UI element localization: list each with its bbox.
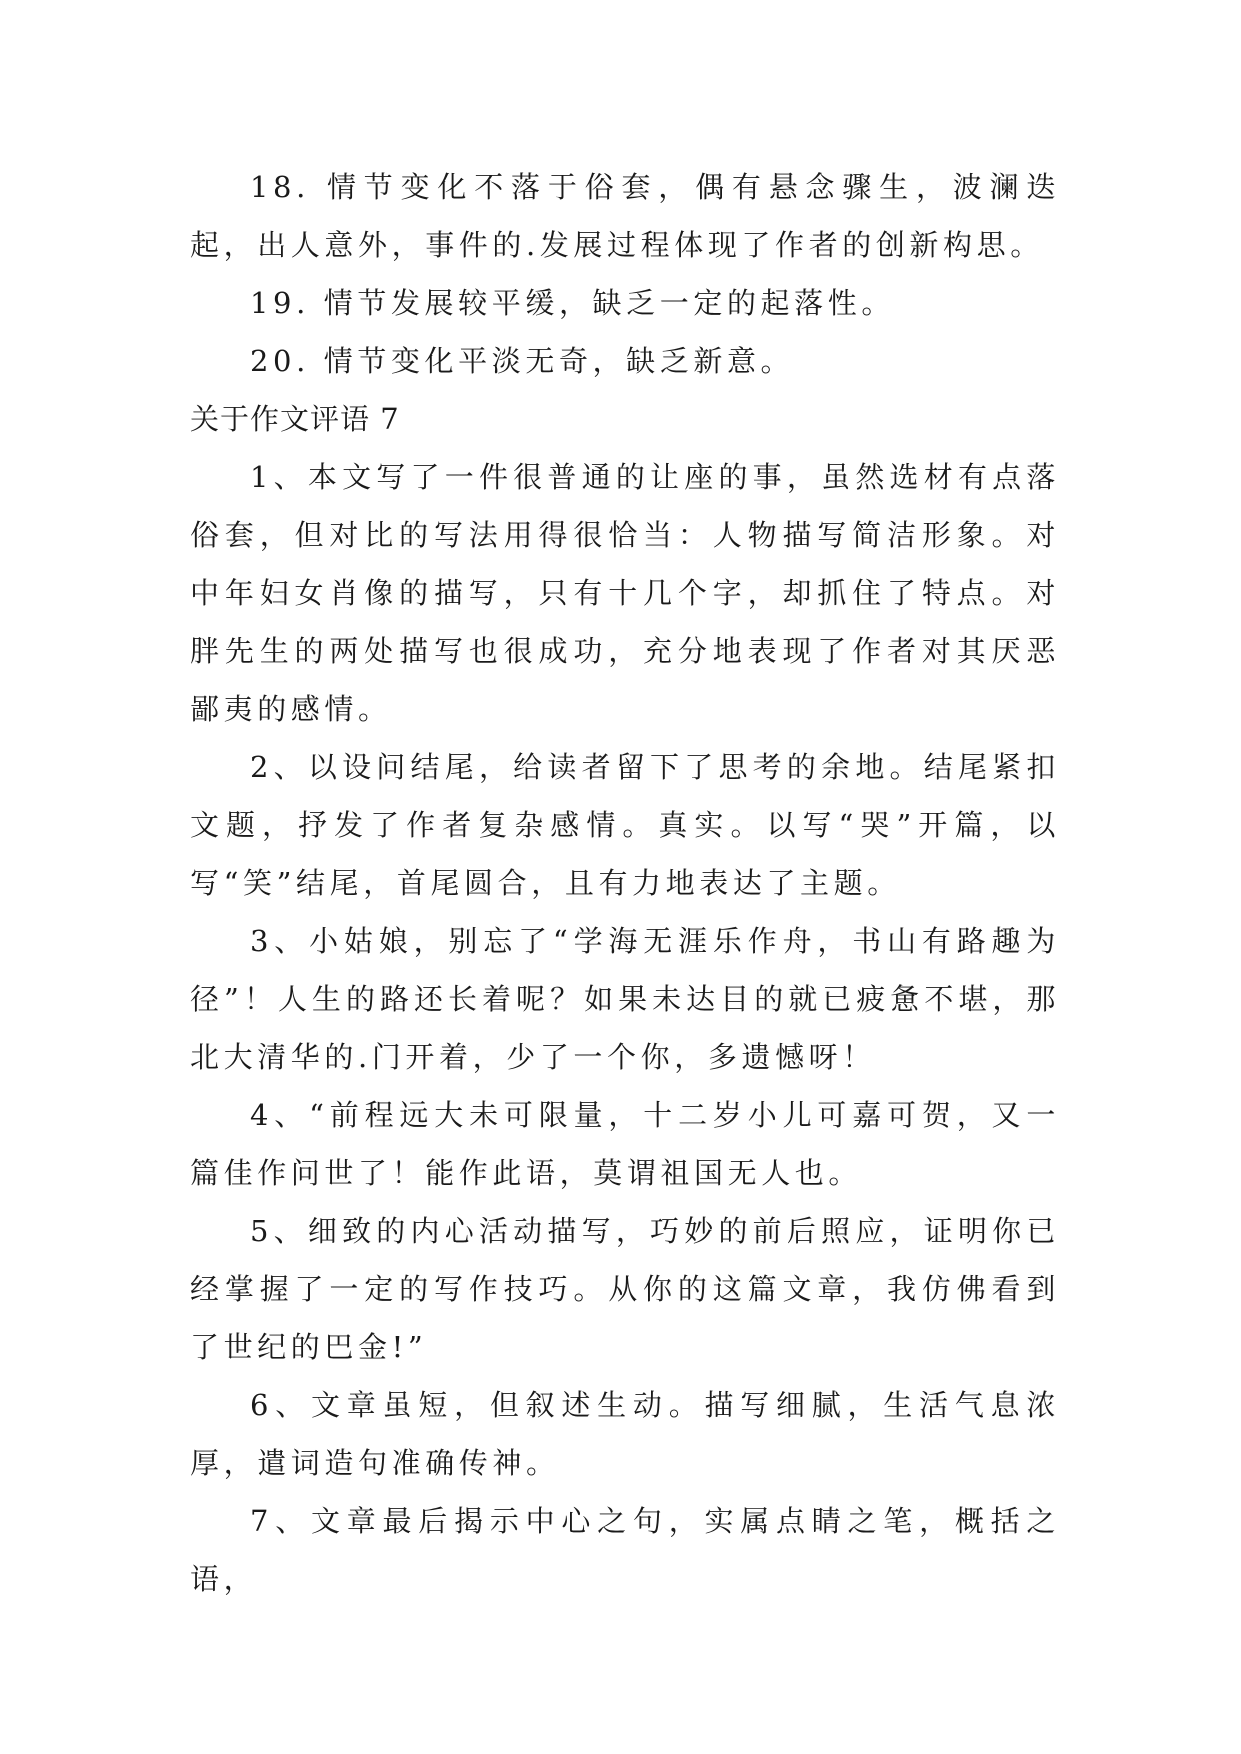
- comment-paragraph-19: 19. 情节发展较平缓，缺乏一定的起落性。: [250, 286, 895, 320]
- comment-paragraph-3: 3、小姑娘，别忘了“学海无涯乐作舟，书山有路趣为径”！人生的路还长着呢？如果未达目的就已疲惫不堪，那北大清华的.门开着，少了一个你，多遗憾呀！: [190, 924, 1060, 1074]
- comment-paragraph-7: 7、文章最后揭示中心之句，实属点睛之笔，概括之语，: [190, 1504, 1060, 1596]
- comment-paragraph-4: 4、“前程远大未可限量，十二岁小儿可嘉可贺，又一篇佳作问世了！能作此语，莫谓祖国无人也。: [190, 1098, 1060, 1190]
- section-heading: 关于作文评语 7: [190, 402, 400, 436]
- comment-paragraph-1: 1、本文写了一件很普通的让座的事，虽然选材有点落俗套，但对比的写法用得很恰当：人物描写简洁形象。对中年妇女肖像的描写，只有十几个字，却抓住了特点。对胖先生的两处描写也很成功，充分地表现了作者对其厌恶鄙夷的感情。: [190, 460, 1060, 726]
- document-page: [190, 158, 1060, 1608]
- comment-paragraph-20: 20. 情节变化平淡无奇，缺乏新意。: [250, 344, 795, 378]
- comment-paragraph-6: 6、文章虽短，但叙述生动。描写细腻，生活气息浓厚，遣词造句准确传神。: [190, 1388, 1060, 1480]
- comment-paragraph-5: 5、细致的内心活动描写，巧妙的前后照应，证明你已经掌握了一定的写作技巧。从你的这篇文章，我仿佛看到了世纪的巴金!”: [190, 1214, 1060, 1364]
- comment-paragraph-18: 18. 情节变化不落于俗套，偶有悬念骤生，波澜迭起，出人意外，事件的.发展过程体现了作者的创新构思。: [190, 170, 1060, 262]
- comment-paragraph-2: 2、以设问结尾，给读者留下了思考的余地。结尾紧扣文题，抒发了作者复杂感情。真实。以写“哭”开篇，以写“笑”结尾，首尾圆合，且有力地表达了主题。: [190, 750, 1060, 900]
